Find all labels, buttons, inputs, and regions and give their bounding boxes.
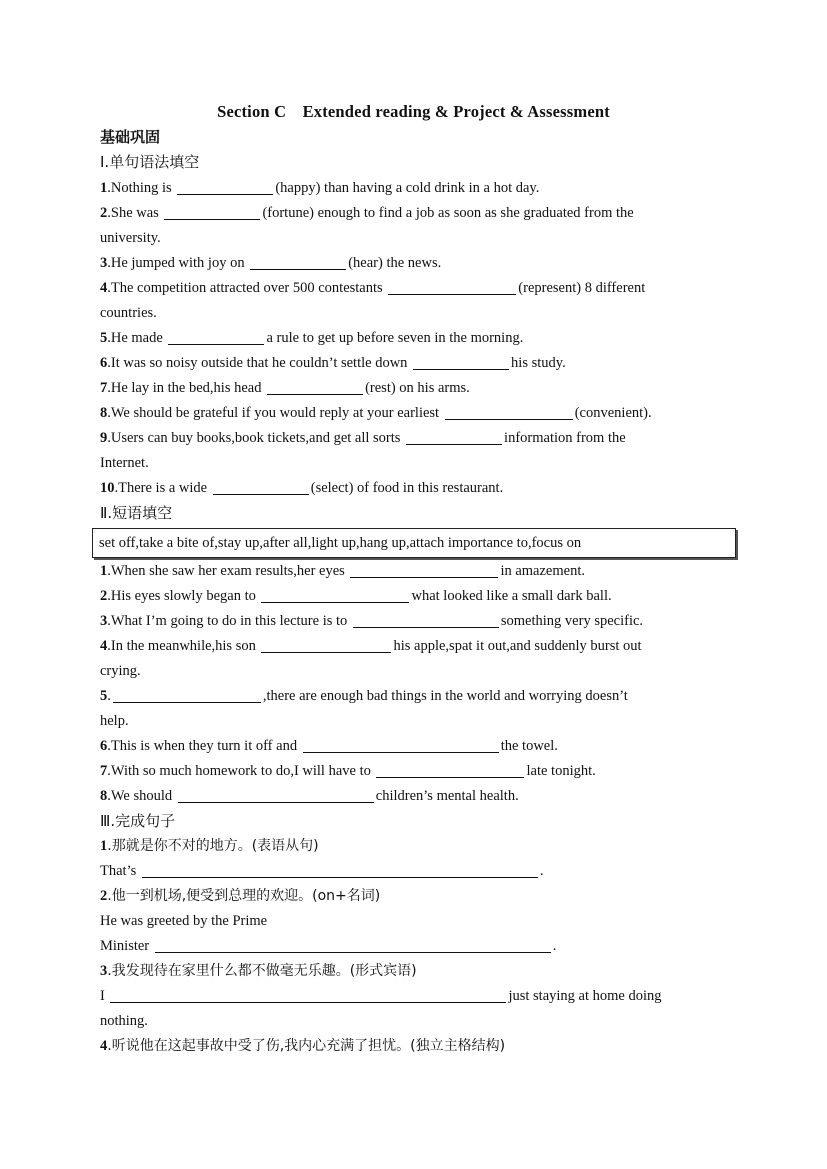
s3-q4-prompt: 4.听说他在这起事故中受了伤,我内心充满了担忧。(独立主格结构) [100,1038,506,1054]
s3-q3-answer: I just staying at home doing [100,988,662,1004]
answer-blank[interactable] [261,588,409,603]
s3-q1-answer: That’s . [100,863,544,879]
page-title [0,102,827,122]
answer-blank[interactable] [177,180,273,195]
section-3-label: Ⅲ.完成句子 [100,812,176,830]
s1-q6: 6.It was so noisy outside that he couldn’t settle down his study. [100,355,566,371]
s1-q9: 9.Users can buy books,book tickets,and get all sorts information from the [100,430,626,446]
answer-blank[interactable] [164,205,260,220]
s2-q4-cont: crying. [100,663,141,679]
title-section: Section C [217,102,287,121]
s2-q5-cont: help. [100,713,129,729]
answer-blank[interactable] [267,380,363,395]
answer-blank[interactable] [413,355,509,370]
answer-blank[interactable] [213,480,309,495]
s1-q10: 10.There is a wide (select) of food in this restaurant. [100,480,504,496]
s1-q7: 7.He lay in the bed,his head (rest) on his arms. [100,380,470,396]
s1-q8: 8.We should be grateful if you would reply at your earliest (convenient). [100,405,652,421]
answer-blank[interactable] [303,738,499,753]
answer-blank[interactable] [353,613,499,628]
answer-blank[interactable] [113,688,261,703]
answer-blank[interactable] [168,330,264,345]
title-topic: Extended reading & Project & Assessment [302,102,610,121]
s2-q4: 4.In the meanwhile,his son his apple,spat it out,and suddenly burst out [100,638,642,654]
s2-q7: 7.With so much homework to do,I will have to late tonight. [100,763,596,779]
answer-blank[interactable] [350,563,498,578]
answer-blank[interactable] [445,405,573,420]
s1-q9-cont: Internet. [100,455,149,471]
phrase-bank-text: set off,take a bite of,stay up,after all,light up,hang up,attach importance to,focus on [99,535,582,551]
s1-q2-cont: university. [100,230,161,246]
s3-q3-cont: nothing. [100,1013,148,1029]
s2-q5: 5. ,there are enough bad things in the world and worrying doesn’t [100,688,628,704]
s2-q2: 2.His eyes slowly began to what looked like a small dark ball. [100,588,612,604]
s3-q1-prompt: 1.那就是你不对的地方。(表语从句) [100,838,319,854]
answer-blank[interactable] [142,863,538,878]
s3-q2-line2: Minister . [100,938,557,954]
answer-blank[interactable] [250,255,346,270]
s2-q3: 3.What I’m going to do in this lecture is to something very specific. [100,613,644,629]
s3-q3-prompt: 3.我发现待在家里什么都不做毫无乐趣。(形式宾语) [100,963,417,979]
s1-q4: 4.The competition attracted over 500 contestants (represent) 8 different [100,280,646,296]
s1-q5: 5.He made a rule to get up before seven in the morning. [100,330,524,346]
s2-q8: 8.We should children’s mental health. [100,788,519,804]
answer-blank[interactable] [388,280,516,295]
phrase-bank-box [92,528,736,558]
answer-blank[interactable] [406,430,502,445]
s1-q3: 3.He jumped with joy on (hear) the news. [100,255,442,271]
answer-blank[interactable] [376,763,524,778]
section-1-label: Ⅰ.单句语法填空 [100,153,200,171]
section-2-label: Ⅱ.短语填空 [100,504,173,522]
answer-blank[interactable] [155,938,551,953]
s1-q2: 2.She was (fortune) enough to find a job as soon as she graduated from the [100,205,634,221]
answer-blank[interactable] [110,988,506,1003]
s2-q6: 6.This is when they turn it off and the towel. [100,738,558,754]
s3-q2-line1: He was greeted by the Prime [100,913,268,929]
s1-q1: 1.Nothing is (happy) than having a cold drink in a hot day. [100,180,540,196]
answer-blank[interactable] [178,788,374,803]
s2-q1: 1.When she saw her exam results,her eyes in amazement. [100,563,585,579]
s3-q2-prompt: 2.他一到机场,便受到总理的欢迎。(on+名词) [100,888,381,904]
answer-blank[interactable] [261,638,391,653]
heading-basic: 基础巩固 [100,128,161,146]
s1-q4-cont: countries. [100,305,157,321]
